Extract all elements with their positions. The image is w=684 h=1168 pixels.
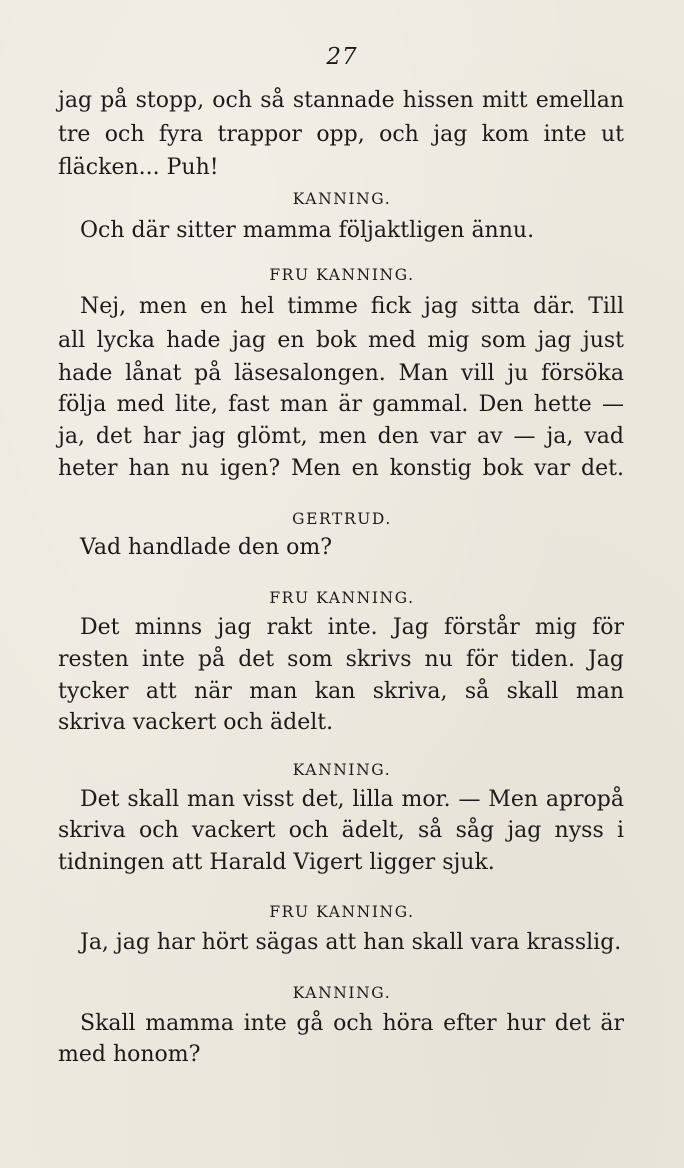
- speech-line: tycker att när man kan skriva, så skall man: [58, 679, 624, 704]
- speech-line: heter han nu igen? Men en konstig bok var det.: [58, 456, 624, 481]
- speech-line: Nej, men en hel timme fick jag sitta där. Till: [80, 294, 624, 319]
- speech-line: Det skall man visst det, lilla mor. — Men apropå: [80, 787, 624, 812]
- speaker-name: GERTRUD.: [292, 510, 392, 528]
- speech-line: resten inte på det som skrivs nu för tiden. Jag: [58, 647, 624, 672]
- speech-line: Och där sitter mamma följaktligen ännu.: [80, 218, 535, 243]
- speech-line: tidningen att Harald Vigert ligger sjuk.: [58, 850, 495, 875]
- speech-line: Ja, jag har hört sägas att han skall vara krasslig.: [80, 930, 622, 955]
- speaker-name: KANNING.: [292, 761, 392, 779]
- page-number: 27: [326, 44, 358, 70]
- speaker-name: KANNING.: [292, 190, 392, 208]
- speech-line: jag på stopp, och så stannade hissen mitt emellan: [58, 88, 624, 113]
- speech-line: skriva och vackert och ädelt, så såg jag nyss i: [58, 818, 624, 843]
- speaker-name: KANNING.: [292, 984, 392, 1002]
- speech-line: fläcken... Puh!: [58, 155, 219, 180]
- speech-line: tre och fyra trappor opp, och jag kom inte ut: [58, 122, 624, 147]
- speech-line: med honom?: [58, 1042, 201, 1067]
- speech-line: all lycka hade jag en bok med mig som jag just: [58, 328, 624, 353]
- speaker-name: FRU KANNING.: [269, 903, 415, 921]
- speech-line: Det minns jag rakt inte. Jag förstår mig för: [80, 615, 624, 640]
- speech-line: Skall mamma inte gå och höra efter hur det är: [80, 1011, 624, 1036]
- speech-line: Vad handlade den om?: [80, 535, 333, 560]
- speech-line: ja, det har jag glömt, men den var av — ja, vad: [58, 424, 624, 449]
- speech-line: följa med lite, fast man är gammal. Den hette —: [58, 392, 624, 417]
- speaker-name: FRU KANNING.: [269, 266, 415, 284]
- speech-line: hade lånat på läsesalongen. Man vill ju försöka: [58, 361, 624, 386]
- speaker-name: FRU KANNING.: [269, 589, 415, 607]
- speech-line: skriva vackert och ädelt.: [58, 710, 334, 735]
